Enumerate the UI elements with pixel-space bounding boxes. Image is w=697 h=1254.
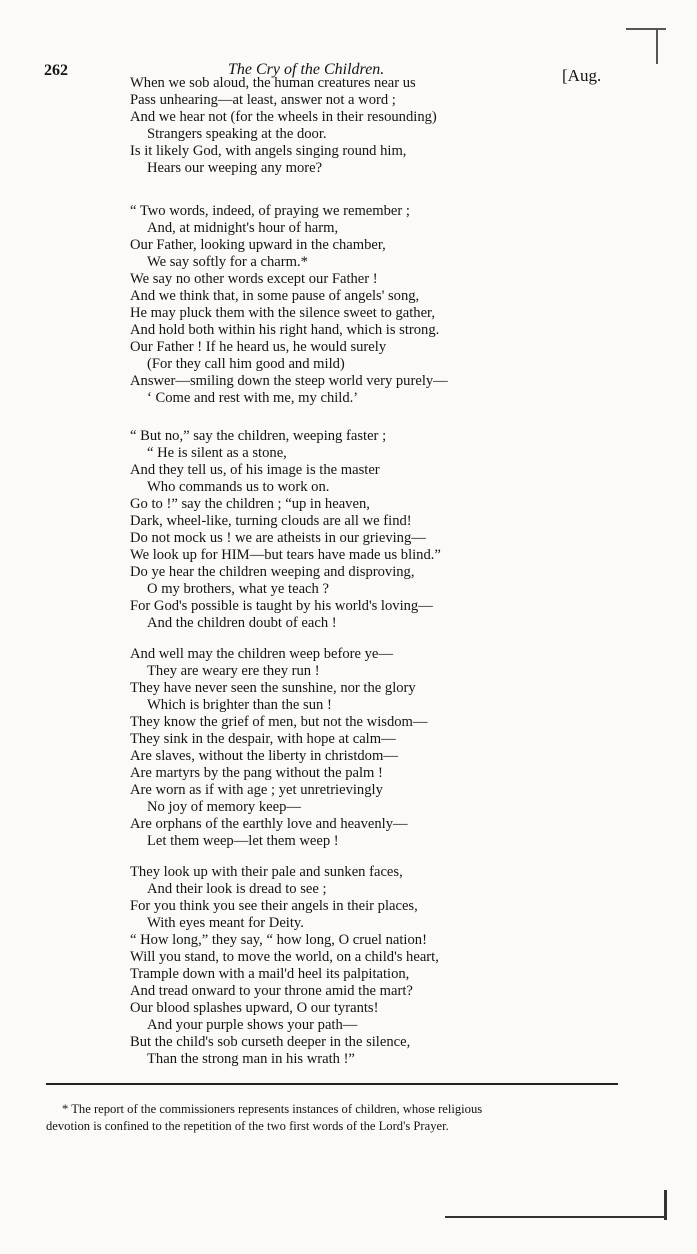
poem-line: When we sob aloud, the human creatures near us (130, 75, 416, 91)
poem-line: And the children doubt of each ! (147, 615, 337, 631)
poem-line: Go to !” say the children ; “up in heaven, (130, 496, 370, 512)
poem-line: “ Two words, indeed, of praying we remember ; (130, 203, 410, 219)
poem-line: With eyes meant for Deity. (147, 915, 304, 931)
poem-line: Dark, wheel-like, turning clouds are all we find! (130, 513, 412, 529)
poem-line: They look up with their pale and sunken faces, (130, 864, 403, 880)
poem-line: Do not mock us ! we are atheists in our grieving— (130, 530, 426, 546)
edge-mark (626, 28, 666, 30)
poem-line: Are martyrs by the pang without the palm ! (130, 765, 383, 781)
edge-mark-vertical (656, 28, 658, 64)
poem-line: And their look is dread to see ; (147, 881, 327, 897)
running-date: [Aug. (562, 66, 602, 85)
poem-line: Will you stand, to move the world, on a child's heart, (130, 949, 439, 965)
poem-line: Are orphans of the earthly love and heavenly— (130, 816, 408, 832)
page-number: 262 (44, 62, 68, 79)
poem-line: Than the strong man in his wrath !” (147, 1051, 355, 1067)
poem-line: “ How long,” they say, “ how long, O cruel nation! (130, 932, 427, 948)
poem-line: They are weary ere they run ! (147, 663, 320, 679)
poem-line: Our Father ! If he heard us, he would surely (130, 339, 387, 355)
stanza-4 (130, 646, 550, 850)
poem-line: We say no other words except our Father ! (130, 271, 378, 287)
poem-line: Hears our weeping any more? (147, 160, 323, 176)
poem-line: Is it likely God, with angels singing round him, (130, 143, 407, 159)
poem-line: And hold both within his right hand, which is strong. (130, 322, 440, 338)
poem-line: Let them weep—let them weep ! (147, 833, 339, 849)
poem-line: Are slaves, without the liberty in christdom— (130, 748, 398, 764)
poem-line: “ But no,” say the children, weeping faster ; (130, 428, 387, 444)
poem-line: They know the grief of men, but not the wisdom— (130, 714, 428, 730)
bottom-edge-mark (445, 1216, 667, 1218)
poem-line: They have never seen the sunshine, nor the glory (130, 680, 416, 696)
stanza-1 (130, 75, 550, 177)
poem-line: For you think you see their angels in their places, (130, 898, 418, 914)
poem-line: We look up for HIM—but tears have made us blind.” (130, 547, 441, 563)
poem-line: We say softly for a charm.* (147, 254, 308, 270)
footnote-line: * The report of the commissioners represents instances of children, whose religious (62, 1102, 483, 1116)
poem-line: For God's possible is taught by his world's loving— (130, 598, 433, 614)
poem-line: Pass unhearing—at least, answer not a word ; (130, 92, 396, 108)
poem-line: Are worn as if with age ; yet unretrievingly (130, 782, 383, 798)
poem-line: And your purple shows your path— (147, 1017, 358, 1033)
poem-line: No joy of memory keep— (147, 799, 302, 815)
poem-line: Trample down with a mail'd heel its palpitation, (130, 966, 410, 982)
poem-line: ‘ Come and rest with me, my child.’ (147, 390, 359, 406)
poem-line: “ He is silent as a stone, (147, 445, 287, 461)
poem-line: Which is brighter than the sun ! (147, 697, 332, 713)
stanza-5 (130, 864, 550, 1068)
poem-line: Do ye hear the children weeping and disproving, (130, 564, 415, 580)
poem-line: Who commands us to work on. (147, 479, 330, 495)
poem-line: And we think that, in some pause of angels' song, (130, 288, 420, 304)
footnote-rule (46, 1083, 618, 1085)
footnote-line: devotion is confined to the repetition of the two first words of the Lord's Prayer. (46, 1119, 449, 1133)
running-title: The Cry of the Children. (228, 61, 385, 78)
footnote (46, 1101, 622, 1135)
poem-line: And tread onward to your throne amid the mart? (130, 983, 413, 999)
poem-line: Strangers speaking at the door. (147, 126, 327, 142)
poem-line: And well may the children weep before ye— (130, 646, 393, 662)
poem-line: And we hear not (for the wheels in their resounding) (130, 109, 437, 125)
poem-line: Our Father, looking upward in the chamber, (130, 237, 386, 253)
poem-line: And they tell us, of his image is the master (130, 462, 380, 478)
poem-line: Our blood splashes upward, O our tyrants! (130, 1000, 379, 1016)
poem-line: O my brothers, what ye teach ? (147, 581, 329, 597)
poem-line: They sink in the despair, with hope at calm— (130, 731, 396, 747)
poem-line: But the child's sob curseth deeper in the silence, (130, 1034, 411, 1050)
stanza-3 (130, 428, 550, 632)
poem-line: And, at midnight's hour of harm, (147, 220, 339, 236)
bottom-edge-mark-vertical (664, 1190, 667, 1220)
poem-line: Answer—smiling down the steep world very purely— (130, 373, 448, 389)
poem-line: (For they call him good and mild) (147, 356, 345, 372)
poem-line: He may pluck them with the silence sweet to gather, (130, 305, 435, 321)
stanza-2 (130, 203, 550, 407)
